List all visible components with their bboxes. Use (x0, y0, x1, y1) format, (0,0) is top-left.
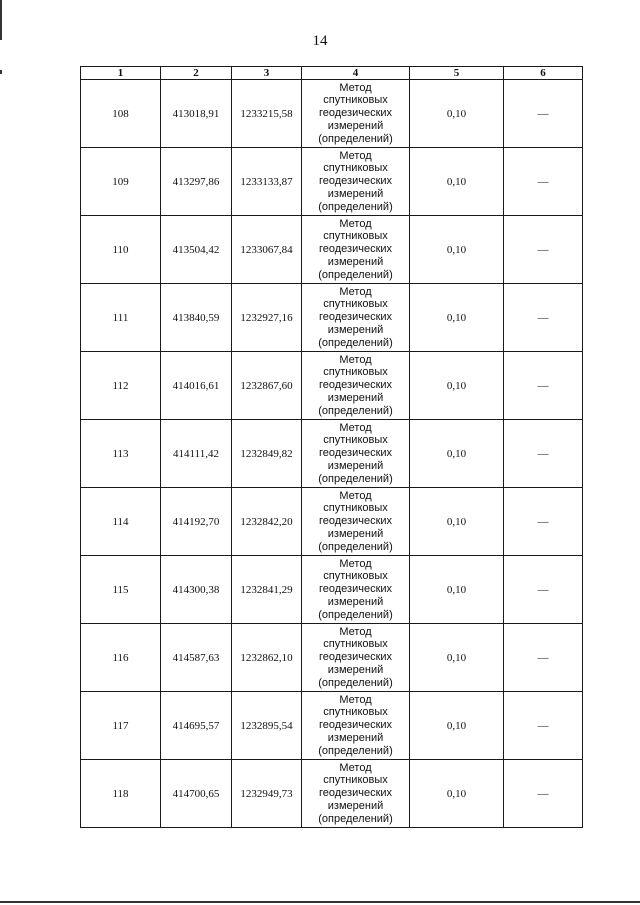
x-coordinate-cell: 413018,91 (161, 80, 232, 148)
y-coordinate-cell: 1232842,20 (232, 488, 302, 556)
header-cell: 3 (232, 67, 302, 80)
header-cell: 2 (161, 67, 232, 80)
x-coordinate-cell: 413504,42 (161, 216, 232, 284)
method-cell: Метод спутниковых геодезических измерений (определений) (302, 420, 410, 488)
method-cell: Метод спутниковых геодезических измерений (определений) (302, 692, 410, 760)
y-coordinate-cell: 1233133,87 (232, 148, 302, 216)
method-cell: Метод спутниковых геодезических измерений (определений) (302, 216, 410, 284)
method-cell: Метод спутниковых геодезических измерений (определений) (302, 148, 410, 216)
x-coordinate-cell: 414587,63 (161, 624, 232, 692)
accuracy-cell: 0,10 (410, 624, 504, 692)
note-cell: — (504, 216, 583, 284)
point-number-cell: 114 (81, 488, 161, 556)
table-row (81, 148, 583, 216)
method-cell: Метод спутниковых геодезических измерений (определений) (302, 80, 410, 148)
method-cell: Метод спутниковых геодезических измерений (определений) (302, 284, 410, 352)
x-coordinate-cell: 414695,57 (161, 692, 232, 760)
accuracy-cell: 0,10 (410, 148, 504, 216)
x-coordinate-cell: 413297,86 (161, 148, 232, 216)
table-row (81, 216, 583, 284)
coordinates-table (80, 66, 583, 828)
note-cell: — (504, 284, 583, 352)
accuracy-cell: 0,10 (410, 760, 504, 828)
table-row (81, 692, 583, 760)
y-coordinate-cell: 1232867,60 (232, 352, 302, 420)
header-cell: 1 (81, 67, 161, 80)
accuracy-cell: 0,10 (410, 80, 504, 148)
x-coordinate-cell: 414700,65 (161, 760, 232, 828)
accuracy-cell: 0,10 (410, 488, 504, 556)
accuracy-cell: 0,10 (410, 420, 504, 488)
x-coordinate-cell: 414300,38 (161, 556, 232, 624)
y-coordinate-cell: 1232949,73 (232, 760, 302, 828)
table-row (81, 624, 583, 692)
x-coordinate-cell: 414111,42 (161, 420, 232, 488)
x-coordinate-cell: 414016,61 (161, 352, 232, 420)
note-cell: — (504, 80, 583, 148)
method-cell: Метод спутниковых геодезических измерений (определений) (302, 624, 410, 692)
x-coordinate-cell: 413840,59 (161, 284, 232, 352)
point-number-cell: 113 (81, 420, 161, 488)
note-cell: — (504, 760, 583, 828)
table-body (81, 80, 583, 828)
header-cell: 6 (504, 67, 583, 80)
y-coordinate-cell: 1233215,58 (232, 80, 302, 148)
method-cell: Метод спутниковых геодезических измерений (определений) (302, 352, 410, 420)
note-cell: — (504, 148, 583, 216)
table-row (81, 760, 583, 828)
y-coordinate-cell: 1232849,82 (232, 420, 302, 488)
y-coordinate-cell: 1233067,84 (232, 216, 302, 284)
scan-edge-mark (0, 70, 2, 74)
header-row (81, 67, 583, 80)
table-row (81, 420, 583, 488)
point-number-cell: 110 (81, 216, 161, 284)
point-number-cell: 116 (81, 624, 161, 692)
point-number-cell: 108 (81, 80, 161, 148)
table-row (81, 284, 583, 352)
y-coordinate-cell: 1232862,10 (232, 624, 302, 692)
table-row (81, 488, 583, 556)
scan-bottom-edge (0, 901, 640, 903)
y-coordinate-cell: 1232927,16 (232, 284, 302, 352)
method-cell: Метод спутниковых геодезических измерений (определений) (302, 556, 410, 624)
header-cell: 4 (302, 67, 410, 80)
point-number-cell: 118 (81, 760, 161, 828)
table-row (81, 80, 583, 148)
note-cell: — (504, 624, 583, 692)
point-number-cell: 115 (81, 556, 161, 624)
note-cell: — (504, 420, 583, 488)
note-cell: — (504, 352, 583, 420)
table-row (81, 556, 583, 624)
note-cell: — (504, 488, 583, 556)
method-cell: Метод спутниковых геодезических измерений (определений) (302, 760, 410, 828)
accuracy-cell: 0,10 (410, 216, 504, 284)
note-cell: — (504, 692, 583, 760)
accuracy-cell: 0,10 (410, 284, 504, 352)
page-number: 14 (312, 33, 328, 49)
y-coordinate-cell: 1232895,54 (232, 692, 302, 760)
method-cell: Метод спутниковых геодезических измерений (определений) (302, 488, 410, 556)
note-cell: — (504, 556, 583, 624)
table-row (81, 352, 583, 420)
accuracy-cell: 0,10 (410, 692, 504, 760)
point-number-cell: 111 (81, 284, 161, 352)
accuracy-cell: 0,10 (410, 556, 504, 624)
point-number-cell: 112 (81, 352, 161, 420)
y-coordinate-cell: 1232841,29 (232, 556, 302, 624)
point-number-cell: 117 (81, 692, 161, 760)
point-number-cell: 109 (81, 148, 161, 216)
header-cell: 5 (410, 67, 504, 80)
accuracy-cell: 0,10 (410, 352, 504, 420)
x-coordinate-cell: 414192,70 (161, 488, 232, 556)
